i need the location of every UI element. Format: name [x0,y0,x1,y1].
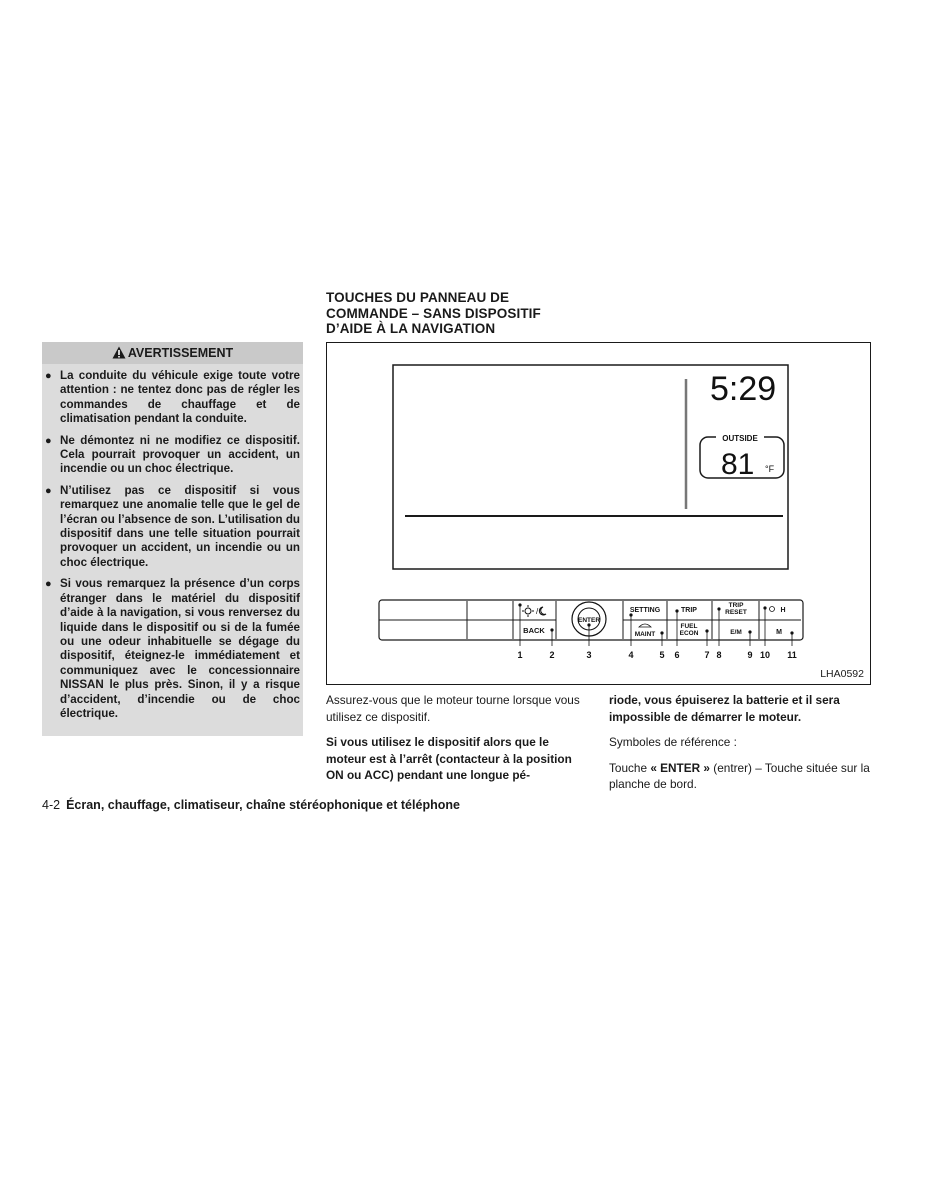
enter-text-c: (entrer) – Touche située sur la planche de bord. [609,760,870,791]
body-column-right [609,692,871,802]
svg-text:2: 2 [549,650,555,660]
svg-text:4: 4 [628,650,634,660]
warning-list [42,369,303,728]
callout-numbers [517,650,796,660]
control-panel-figure [326,342,871,685]
enter-label: ENTER [577,617,601,624]
clock-text: 5:29 [710,370,777,408]
svg-text:5: 5 [659,650,665,660]
maint-icon [639,624,651,627]
svg-text:6: 6 [674,650,680,660]
setting-label: SETTING [629,607,661,614]
svg-text:7: 7 [704,650,710,660]
control-panel-illustration [327,343,872,686]
heading-line-1: TOUCHES DU PANNEAU DE [326,290,510,305]
clock-icon [770,607,775,612]
body-paragraph-bold: Si vous utilisez le dispositif alors que le moteur est à l’arrêt (contacteur à la position ON ou ACC) pendant une longue pé- [326,735,572,782]
trip-reset-label-1: TRIP [728,602,744,609]
warning-item: ● N’utilisez pas ce dispositif si vous remarquez une anomalie telle que le gel de l’écran ou l’absence de son. L’utilisation du dispositif dans une telle situation pourrait provoquer un accident, un incendie ou un choc électrique. [45,483,300,569]
brightness-icon [522,605,546,617]
heading-line-2: COMMANDE – SANS DISPOSITIF [326,305,541,321]
body-column-left [326,692,588,793]
outside-label: OUTSIDE [722,434,758,443]
warning-title-text: AVERTISSEMENT [127,346,234,360]
enter-text-a: Touche [609,760,651,775]
svg-text:1: 1 [517,650,523,660]
svg-text:11: 11 [787,650,797,660]
warning-item-text: N’utilisez pas ce dispositif si vous remarquez une anomalie telle que le gel de l’écran ou l’absence de son. L’utilisation du dispositif dans une telle situation pourrait provoquer un accident, un incendie ou un choc électrique. [60,483,300,569]
em-label: E/M [730,629,742,636]
enter-key-name: « ENTER » [650,760,710,775]
section-heading [326,290,626,337]
svg-text:/: / [536,607,539,616]
warning-triangle-icon [112,346,126,359]
svg-text:10: 10 [759,650,771,660]
m-label: M [776,629,782,636]
warning-title [42,342,303,364]
outside-temp-value: 81 [721,448,755,481]
page-number: 4-2 [42,798,61,812]
svg-text:9: 9 [747,650,753,660]
chapter-title: Écran, chauffage, climatiseur, chaîne stéréophonique et téléphone [66,798,460,812]
body-paragraph-bold: riode, vous épuiserez la batterie et il sera impossible de démarrer le moteur. [609,693,840,724]
warning-item: ● Si vous remarquez la présence d’un corps étranger dans le matériel du dispositif d’aide à la navigation, si vous renversez du liquide dans le dispositif ou si de la fumée ou une odeur inhabituelle se dégage du dispositif, éteignez-le immédiatement et communiquez avec le concessionnaire NISSAN le plus près. Sinon, il y a risque d’accident, d’incendie ou de choc électrique. [45,577,300,720]
trip-label: TRIP [681,607,697,614]
maint-label: MAINT [634,631,656,638]
body-paragraph: Assurez-vous que le moteur tourne lorsque vous utilisez ce dispositif. [326,693,580,724]
warning-item-text: Ne démontez ni ne modifiez ce dispositif. Cela pourrait provoquer un accident, un incendie ou un choc électrique. [60,433,300,476]
fuel-label-2: ECON [679,630,699,637]
body-paragraph [609,760,871,793]
temp-unit: °F [765,464,775,474]
h-label: H [780,607,786,614]
heading-line-3: D’AIDE À LA NAVIGATION [326,321,496,336]
warning-item-text: Si vous remarquez la présence d’un corps étranger dans le matériel du dispositif d’aide à la navigation, si vous renversez du liquide dans le dispositif ou si de la fumée ou une odeur inhabituelle se dégage du dispositif, éteignez-le immédiatement et communiquez avec le concessionnaire NISSAN le plus près. Sinon, il y a risque d’accident, d’incendie ou de choc électrique. [60,577,300,720]
body-paragraph: Symboles de référence : [609,735,737,749]
fuel-label-1: FUEL [680,623,698,630]
page-footer [42,798,460,812]
svg-text:3: 3 [586,650,592,660]
back-label: BACK [523,626,545,635]
svg-text:8: 8 [716,650,722,660]
warning-item: ● Ne démontez ni ne modifiez ce dispositif. Cela pourrait provoquer un accident, un incendie ou un choc électrique. [45,433,300,476]
warning-box [42,342,303,736]
warning-item-text: La conduite du véhicule exige toute votre attention : ne tentez donc pas de régler les commandes de chauffage et de climatisation pendant la conduite. [60,369,300,426]
trip-reset-label-2: RESET [725,609,747,616]
warning-item: ● La conduite du véhicule exige toute votre attention : ne tentez donc pas de régler les commandes de chauffage et de climatisation pendant la conduite. [45,369,300,426]
figure-label: LHA0592 [820,668,864,680]
